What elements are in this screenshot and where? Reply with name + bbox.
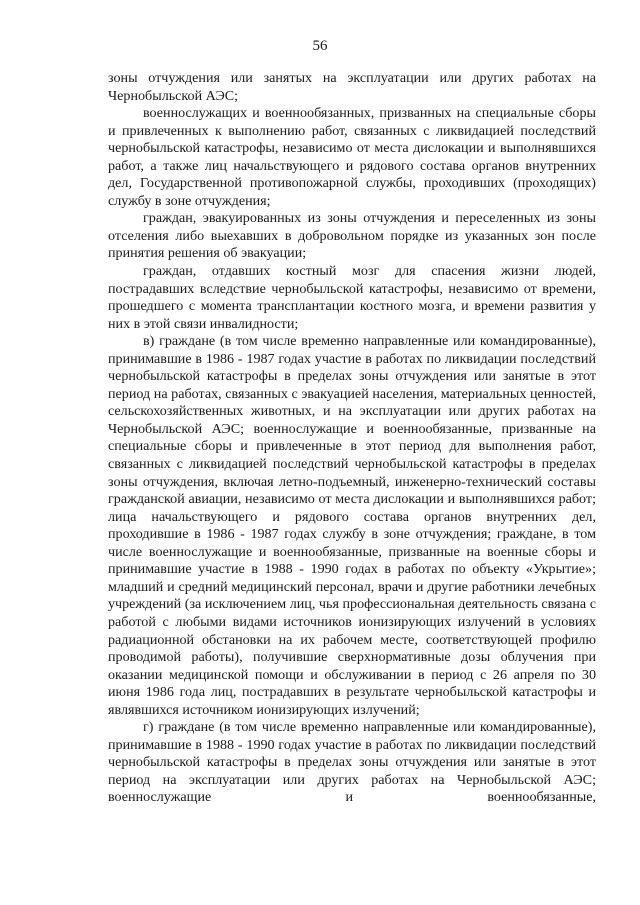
paragraph: в) граждане (в том числе временно направленные или командированные), принимавшие в 1986 - 1987 годах участие в работах по ликвидации последствий чернобыльской катастрофы в пределах зоны отчуждения или занятые в этот период на работах, связанных с эвакуацией населения, материальных ценностей, сельскохозяйственных животных, и на эксплуатации или других работах на Чернобыльской АЭС; военнослужащие и военнообязанные, призванные на специальные сборы и привлеченные в этот период для выполнения работ, связанных с ликвидацией последствий чернобыльской катастрофы в пределах зоны отчуждения, включая летно-подъемный, инженерно-технический составы гражданской авиации, независимо от места дислокации и выполнявшихся работ; лица начальствующего и рядового состава органов внутренних дел, проходившие в 1986 - 1987 годах службу в зоне отчуждения; граждане, в том числе военнослужащие и военнообязанные, призванные на военные сборы и принимавшие участие в 1988 - 1990 годах в работах по объекту «Укрытие»; младший и средний медицинский персонал, врачи и другие работники лечебных учреждений (за исключением лиц, чья профессиональная деятельность связана с работой с любыми видами источников ионизирующих излучений в условиях радиационной обстановки на их рабочем месте, соответствующей профилю проводимой работы), получившие сверхнормативные дозы облучения при оказании медицинской помощи и обслуживании в период с 26 апреля по 30 июня 1986 года лиц, пострадавших в результате чернобыльской катастрофы и являвшихся источником ионизирующих излучений; — [108, 333, 596, 718]
paragraph: военнослужащих и военнообязанных, призванных на специальные сборы и привлеченных к выполнению работ, связанных с ликвидацией последствий чернобыльской катастрофы, независимо от места дислокации и выполнявшихся работ, а также лиц начальствующего и рядового состава органов внутренних дел, Государственной противопожарной службы, проходивших (проходящих) службу в зоне отчуждения; — [108, 105, 596, 209]
body-text — [108, 70, 596, 807]
paragraph: граждан, отдавших костный мозг для спасения жизни людей, пострадавших вследствие чернобыльской катастрофы, независимо от времени, прошедшего с момента трансплантации костного мозга, и времени развития у них в этой связи инвалидности; — [108, 263, 596, 332]
page-number: 56 — [312, 38, 328, 54]
paragraph: г) граждане (в том числе временно направленные или командированные), принимавшие в 1988 - 1990 годах участие в работах по ликвидации последствий чернобыльской катастрофы в пределах зоны отчуждения или занятые в этот период на эксплуатации или других работах на Чернобыльской АЭС; военнослужащие и военнообязанные, — [108, 719, 596, 806]
paragraph: граждан, эвакуированных из зоны отчуждения и переселенных из зоны отселения либо выехавших в добровольном порядке из указанных зон после принятия решения об эвакуации; — [108, 210, 596, 262]
paragraph: зоны отчуждения или занятых на эксплуатации или других работах на Чернобыльской АЭС; — [108, 70, 596, 104]
